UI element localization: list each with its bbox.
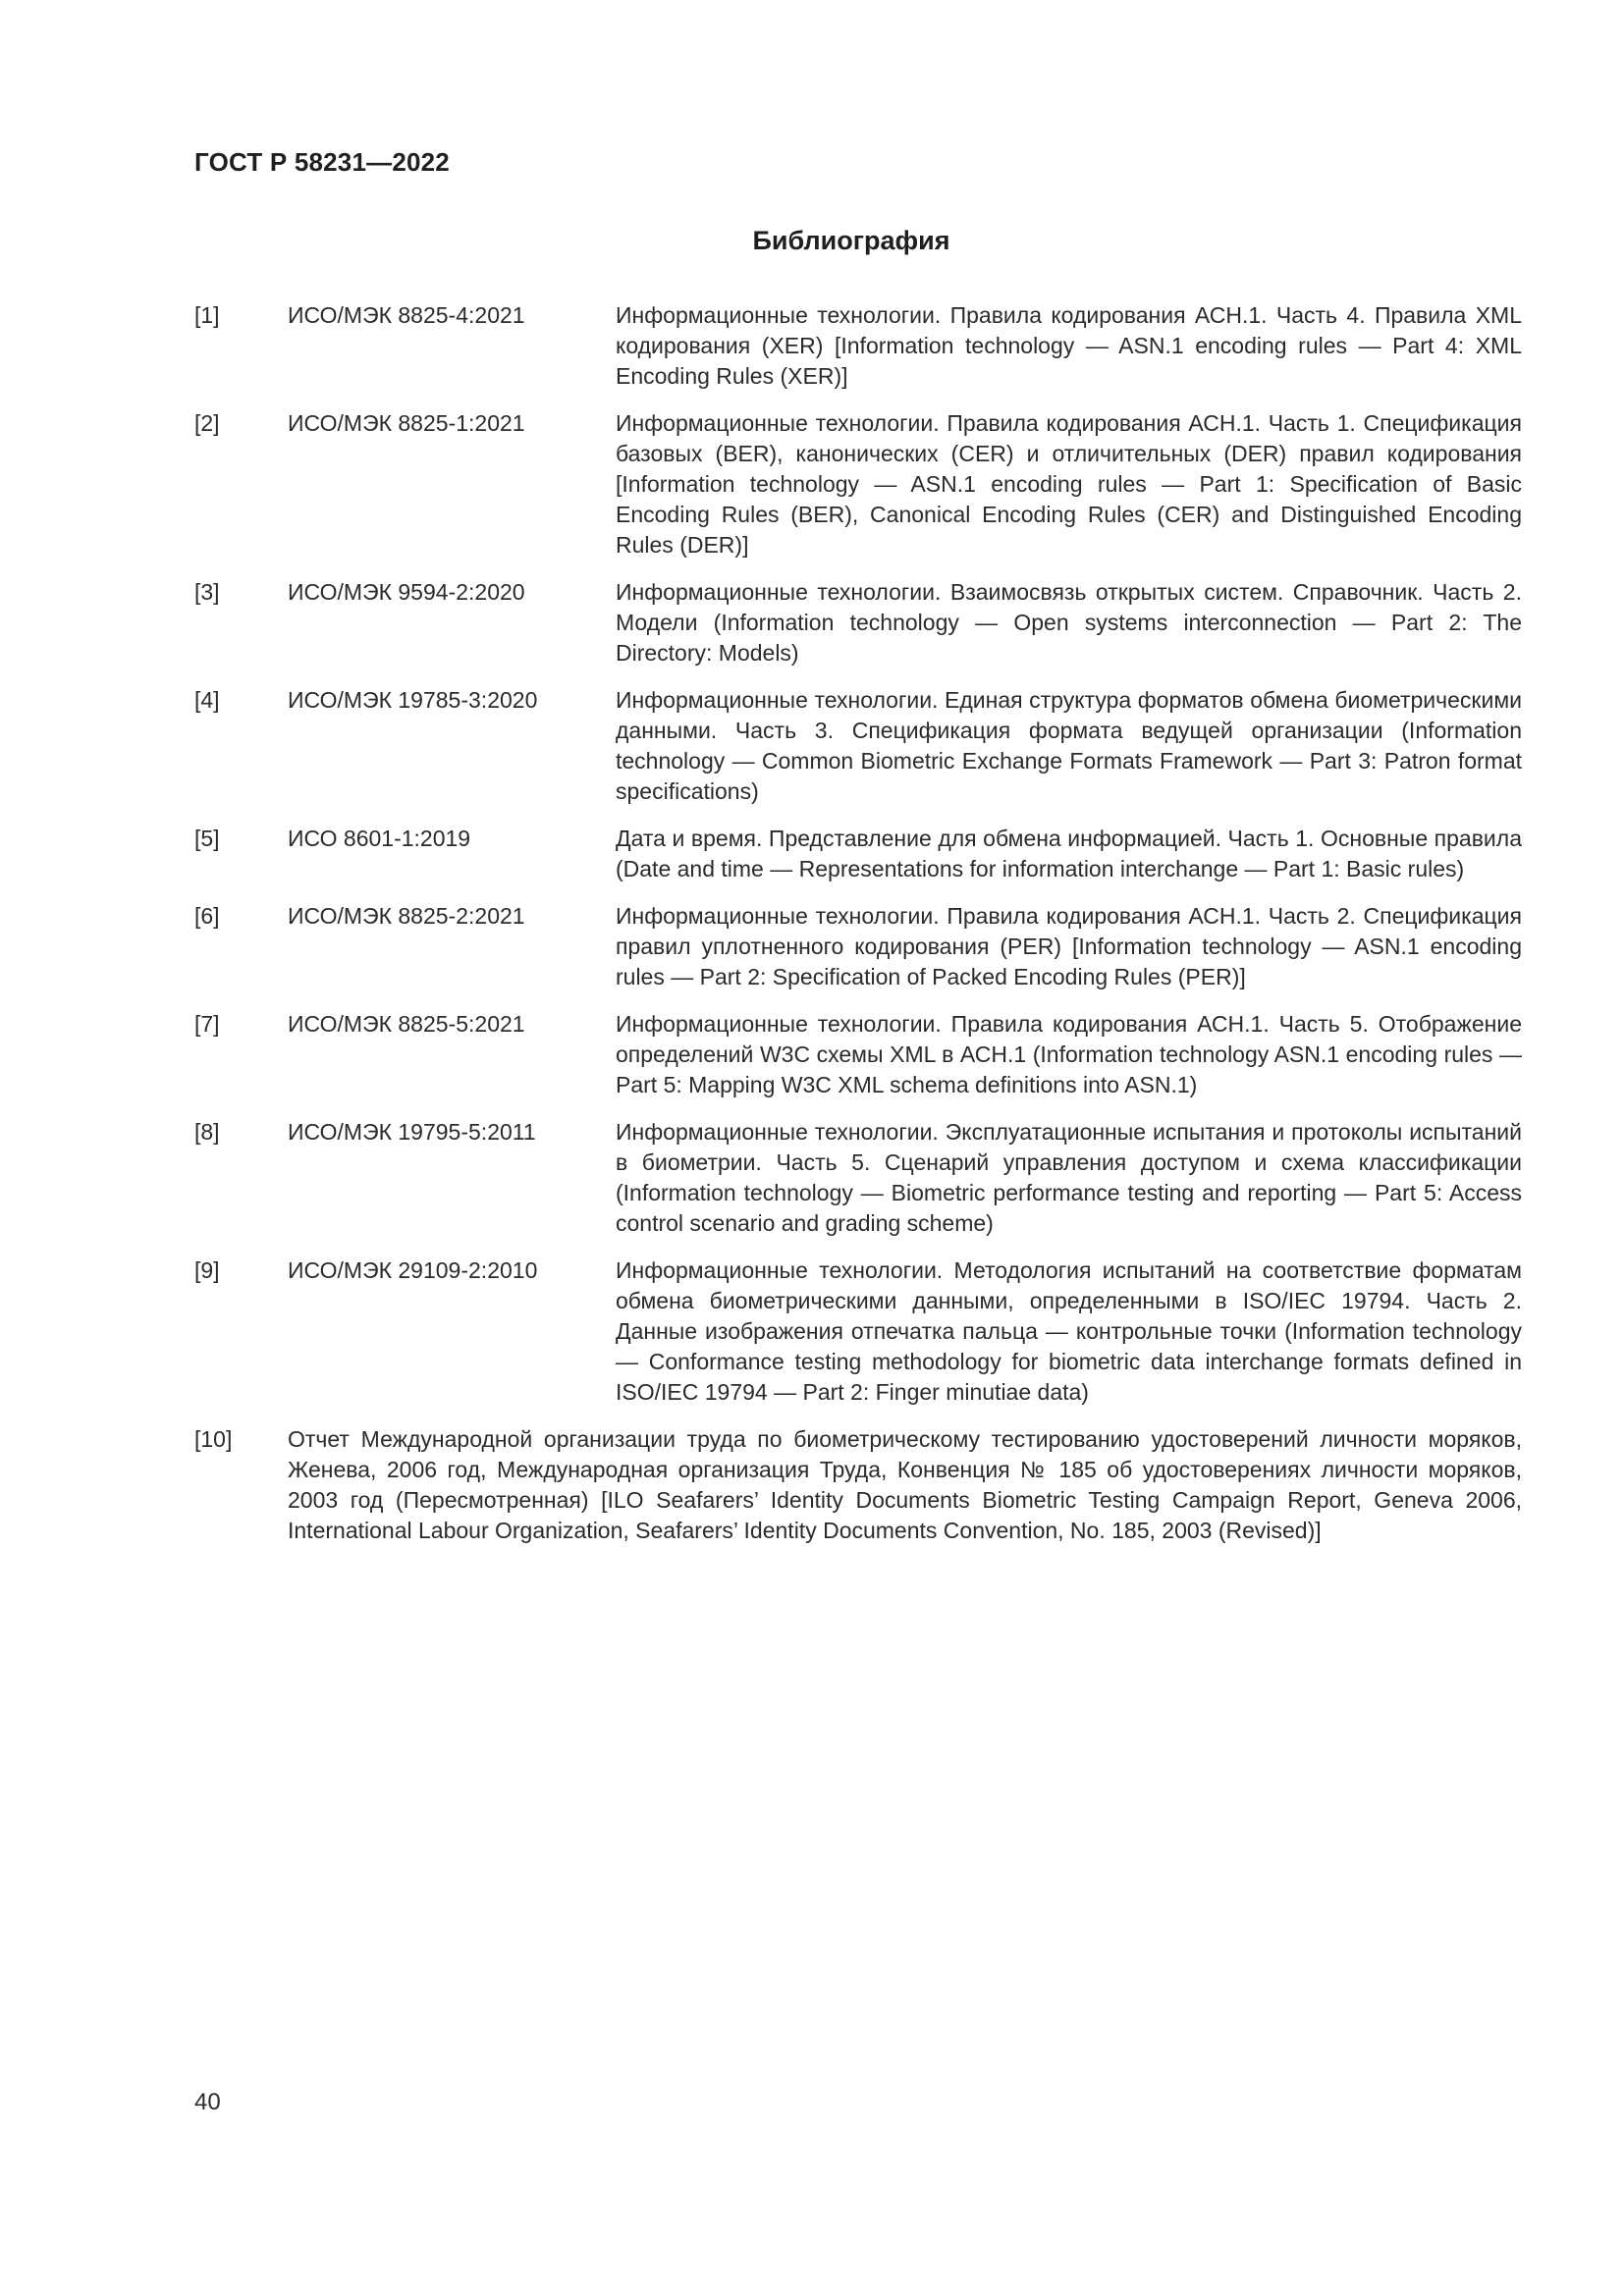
entry-number: [9]	[194, 1257, 220, 1283]
entry-number: [8]	[194, 1119, 220, 1145]
entry-number: [2]	[194, 410, 220, 436]
entry-description: Информационные технологии. Правила кодирования АСН.1. Часть 5. Отображение определений W3C схемы XML в АСН.1 (Information technology ASN.1 encoding rules — Part 5: Mapping W3C XML schema definitions into ASN.1)	[616, 1011, 1522, 1097]
entry-description: Дата и время. Представление для обмена информацией. Часть 1. Основные правила (Date and time — Representations for information interchange — Part 1: Basic rules)	[616, 826, 1522, 881]
entry-number: [4]	[194, 687, 220, 713]
entry-standard-code: ИСО/МЭК 9594-2:2020	[288, 579, 525, 605]
entry-description: Информационные технологии. Единая структура форматов обмена биометрическими данными. Часть 3. Спецификация формата ведущей организации (Information technology — Common Biometric Exchange Formats Framework — Part 3: Patron format specifications)	[616, 687, 1522, 804]
entry-standard-code: ИСО/МЭК 8825-5:2021	[288, 1011, 525, 1037]
bibliography-list	[194, 300, 1522, 1563]
entry-number: [6]	[194, 903, 220, 929]
entry-standard-code: ИСО/МЭК 19785-3:2020	[288, 687, 538, 713]
entry-description: Информационные технологии. Правила кодирования АСН.1. Часть 1. Спецификация базовых (BER), канонических (CER) и отличительных (DER) правил кодирования [Information technology — ASN.1 encoding rules — Part 1: Specification of Basic Encoding Rules (BER), Canonical Encoding Rules (CER) and Distinguished Encoding Rules (DER)]	[616, 410, 1522, 558]
bibliography-entry	[194, 824, 1522, 884]
entry-description: Информационные технологии. Правила кодирования АСН.1. Часть 4. Правила XML кодирования (XER) [Information technology — ASN.1 encoding rules — Part 4: XML Encoding Rules (XER)]	[616, 302, 1522, 389]
bibliography-entry-report	[194, 1424, 1522, 1546]
bibliography-entry	[194, 1117, 1522, 1239]
entry-number: [7]	[194, 1011, 220, 1037]
entry-number: [5]	[194, 826, 220, 851]
entry-standard-code: ИСО/МЭК 8825-4:2021	[288, 302, 525, 328]
entry-standard-code: ИСО/МЭК 8825-2:2021	[288, 903, 525, 929]
entry-standard-code: ИСО/МЭК 29109-2:2010	[288, 1257, 538, 1283]
bibliography-entry	[194, 408, 1522, 561]
entry-description: Информационные технологии. Правила кодирования АСН.1. Часть 2. Спецификация правил уплотненного кодирования (PER) [Information technology — ASN.1 encoding rules — Part 2: Specification of Packed Encoding Rules (PER)]	[616, 903, 1522, 989]
entry-standard-code: ИСО/МЭК 19795-5:2011	[288, 1119, 536, 1145]
entry-number: [3]	[194, 579, 220, 605]
entry-number: [1]	[194, 302, 220, 328]
document-id-header: ГОСТ Р 58231—2022	[194, 147, 450, 177]
bibliography-entry	[194, 577, 1522, 668]
bibliography-entry	[194, 685, 1522, 807]
bibliography-entry	[194, 300, 1522, 392]
page-number: 40	[194, 2089, 221, 2115]
entry-description: Информационные технологии. Эксплуатационные испытания и протоколы испытаний в биометрии. Часть 5. Сценарий управления доступом и схема классификации (Information technology — Biometric performance testing and reporting — Part 5: Access control scenario and grading scheme)	[616, 1119, 1522, 1236]
entry-description: Информационные технологии. Методология испытаний на соответствие форматам обмена биометрическими данными, определенными в ISO/IEC 19794. Часть 2. Данные изображения отпечатка пальца — контрольные точки (Information technology — Conformance testing methodology for biometric data interchange formats defined in ISO/IEC 19794 — Part 2: Finger minutiae data)	[616, 1257, 1522, 1405]
bibliography-entry	[194, 1255, 1522, 1408]
entry-description: Отчет Международной организации труда по биометрическому тестированию удостоверений личности моряков, Женева, 2006 год, Международная организация Труда, Конвенция № 185 об удостоверениях личности моряков, 2003 год (Пересмотренная) [ILO Seafarers’ Identity Documents Biometric Testing Campaign Report, Geneva 2006, International Labour Organization, Seafarers’ Identity Documents Convention, No. 185, 2003 (Revised)]	[288, 1426, 1522, 1543]
entry-description: Информационные технологии. Взаимосвязь открытых систем. Справочник. Часть 2. Модели (Information technology — Open systems interconnection — Part 2: The Directory: Models)	[616, 579, 1522, 666]
entry-standard-code: ИСО/МЭК 8825-1:2021	[288, 410, 525, 436]
bibliography-entry	[194, 1009, 1522, 1100]
entry-number: [10]	[194, 1426, 233, 1452]
section-title: Библиография	[752, 226, 950, 255]
bibliography-entry	[194, 901, 1522, 992]
entry-standard-code: ИСО 8601-1:2019	[288, 826, 471, 851]
